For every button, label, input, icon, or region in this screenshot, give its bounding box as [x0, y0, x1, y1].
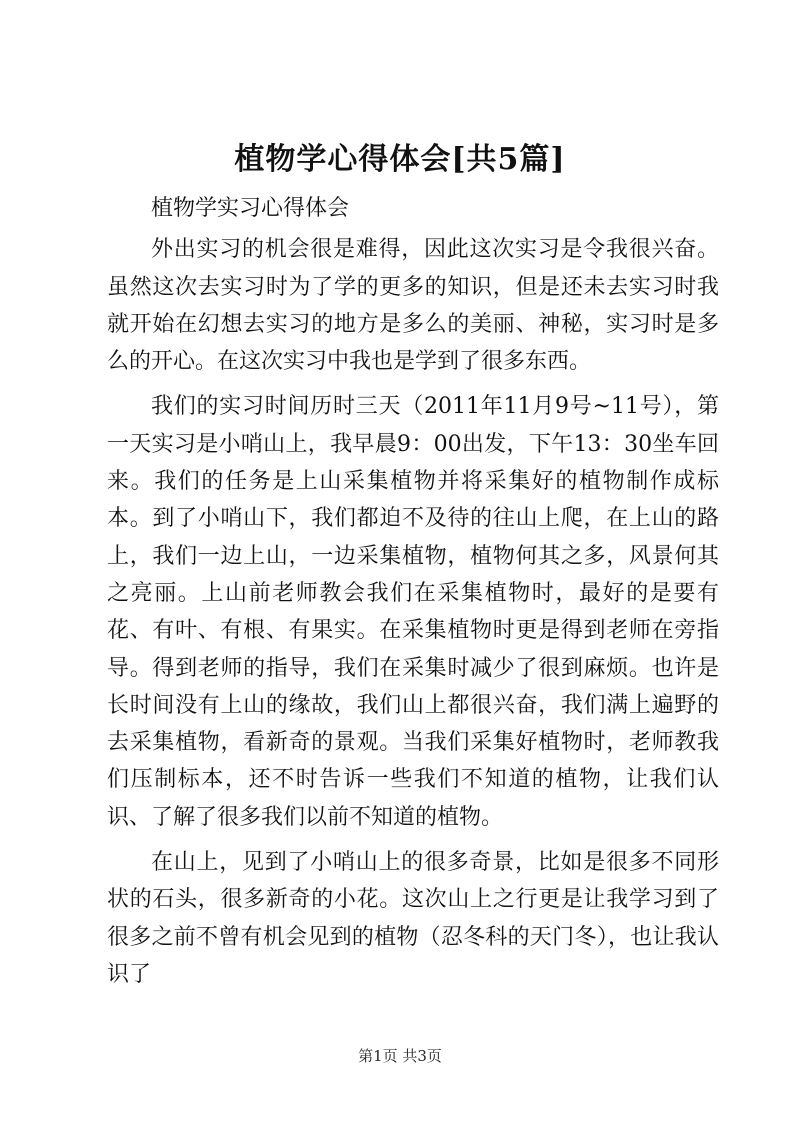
page-footer: 第1页 共3页 [358, 1047, 442, 1065]
paragraph-1: 外出实习的机会很是难得，因此这次实习是令我很兴奋。虽然这次去实习时为了学的更多的知识，但是还未去实习时我就开始在幻想去实习的地方是多么的美丽、神秘，实习时是多么的开心。在这次实习中我也是学到了很多东西。 [107, 237, 719, 375]
document-body [107, 190, 719, 993]
document-title: 植物学心得体会[共5篇] [234, 142, 566, 177]
paragraph-2: 我们的实习时间历时三天（2011年11月9号~11号），第一天实习是小哨山上，我早晨9：00出发，下午13：30坐车回来。我们的任务是上山采集植物并将采集好的植物制作成标本。到了小哨山下，我们都迫不及待的往山上爬，在上山的路上，我们一边上山，一边采集植物，植物何其之多，风景何其之亮丽。上山前老师教会我们在采集植物时，最好的是要有花、有叶、有根、有果实。在采集植物时更是得到老师在旁指导。得到老师的指导，我们在采集时减少了很到麻烦。也许是长时间没有上山的缘故，我们山上都很兴奋，我们满上遍野的去采集植物，看新奇的景观。当我们采集好植物时，老师教我们压制标本，还不时告诉一些我们不知道的植物，让我们认识、了解了很多我们以前不知道的植物。 [107, 394, 719, 830]
section-subtitle: 植物学实习心得体会 [151, 196, 350, 221]
paragraph-3: 在山上，见到了小哨山上的很多奇景，比如是很多不同形状的石头，很多新奇的小花。这次山上之行更是让我学习到了很多之前不曾有机会见到的植物（忍冬科的天门冬），也让我认识了 [107, 850, 719, 987]
